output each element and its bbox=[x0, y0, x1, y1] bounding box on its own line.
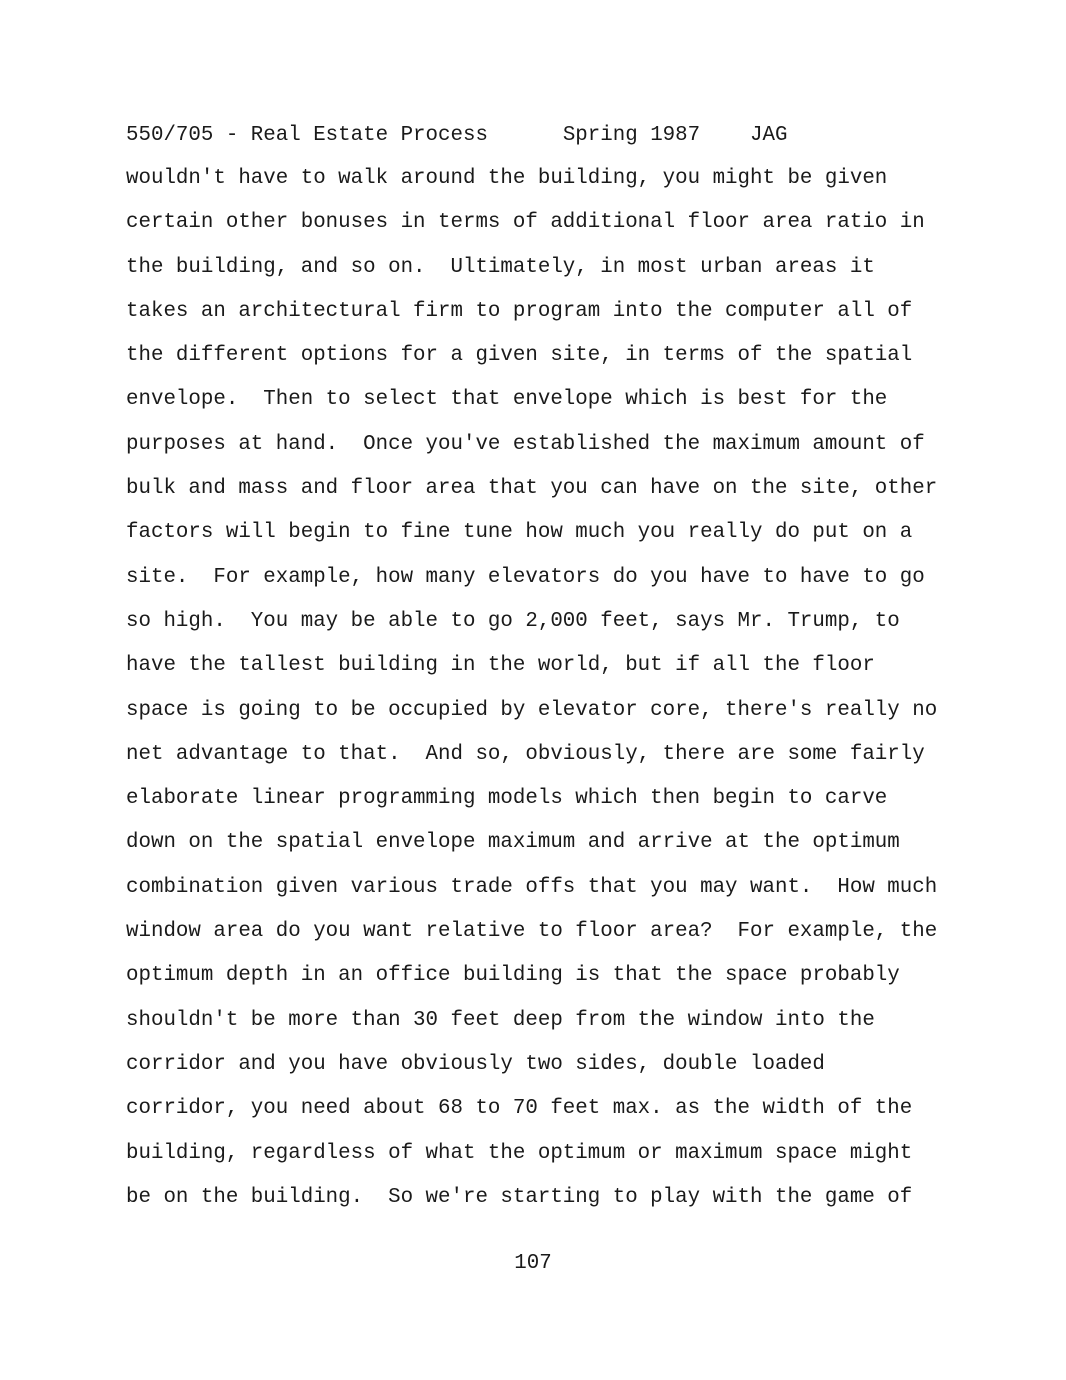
text-line: purposes at hand. Once you've established the maximum amount of bbox=[126, 432, 925, 456]
author-initials: JAG bbox=[750, 124, 788, 147]
text-line: space is going to be occupied by elevator core, there's really no bbox=[126, 698, 938, 722]
text-line: certain other bonuses in terms of additional floor area ratio in bbox=[126, 211, 925, 235]
text-line: factors will begin to fine tune how much you really do put on a bbox=[126, 521, 913, 545]
text-line: net advantage to that. And so, obviously, there are some fairly bbox=[126, 742, 925, 766]
text-line: combination given various trade offs that you may want. How much bbox=[126, 875, 938, 899]
text-line: window area do you want relative to floor area? For example, the bbox=[126, 920, 938, 944]
text-line: building, regardless of what the optimum or maximum space might bbox=[126, 1141, 913, 1165]
text-line: so high. You may be able to go 2,000 feet, says Mr. Trump, to bbox=[126, 609, 900, 633]
text-line: bulk and mass and floor area that you can have on the site, other bbox=[126, 477, 938, 501]
text-line: the different options for a given site, in terms of the spatial bbox=[126, 344, 913, 368]
text-line: corridor and you have obviously two sides, double loaded bbox=[126, 1052, 825, 1076]
text-line: have the tallest building in the world, but if all the floor bbox=[126, 654, 875, 678]
text-line: be on the building. So we're starting to play with the game of bbox=[126, 1185, 913, 1209]
text-line: optimum depth in an office building is that the space probably bbox=[126, 964, 900, 988]
text-line: wouldn't have to walk around the building, you might be given bbox=[126, 167, 888, 190]
term: Spring 1987 bbox=[562, 124, 701, 147]
page-number: 107 bbox=[514, 1252, 552, 1275]
course-title: 550/705 - Real Estate Process bbox=[126, 124, 488, 147]
text-line: elaborate linear programming models which then begin to carve bbox=[126, 787, 888, 811]
text-line: the building, and so on. Ultimately, in most urban areas it bbox=[126, 255, 875, 279]
text-line: corridor, you need about 68 to 70 feet max. as the width of the bbox=[126, 1097, 913, 1121]
body-text bbox=[126, 166, 937, 1229]
page-header bbox=[126, 123, 788, 149]
text-line: site. For example, how many elevators do you have to have to go bbox=[126, 565, 925, 589]
text-line: envelope. Then to select that envelope which is best for the bbox=[126, 388, 888, 412]
text-line: shouldn't be more than 30 feet deep from the window into the bbox=[126, 1008, 875, 1032]
text-line: down on the spatial envelope maximum and arrive at the optimum bbox=[126, 831, 900, 855]
text-line: takes an architectural firm to program into the computer all of bbox=[126, 299, 913, 323]
